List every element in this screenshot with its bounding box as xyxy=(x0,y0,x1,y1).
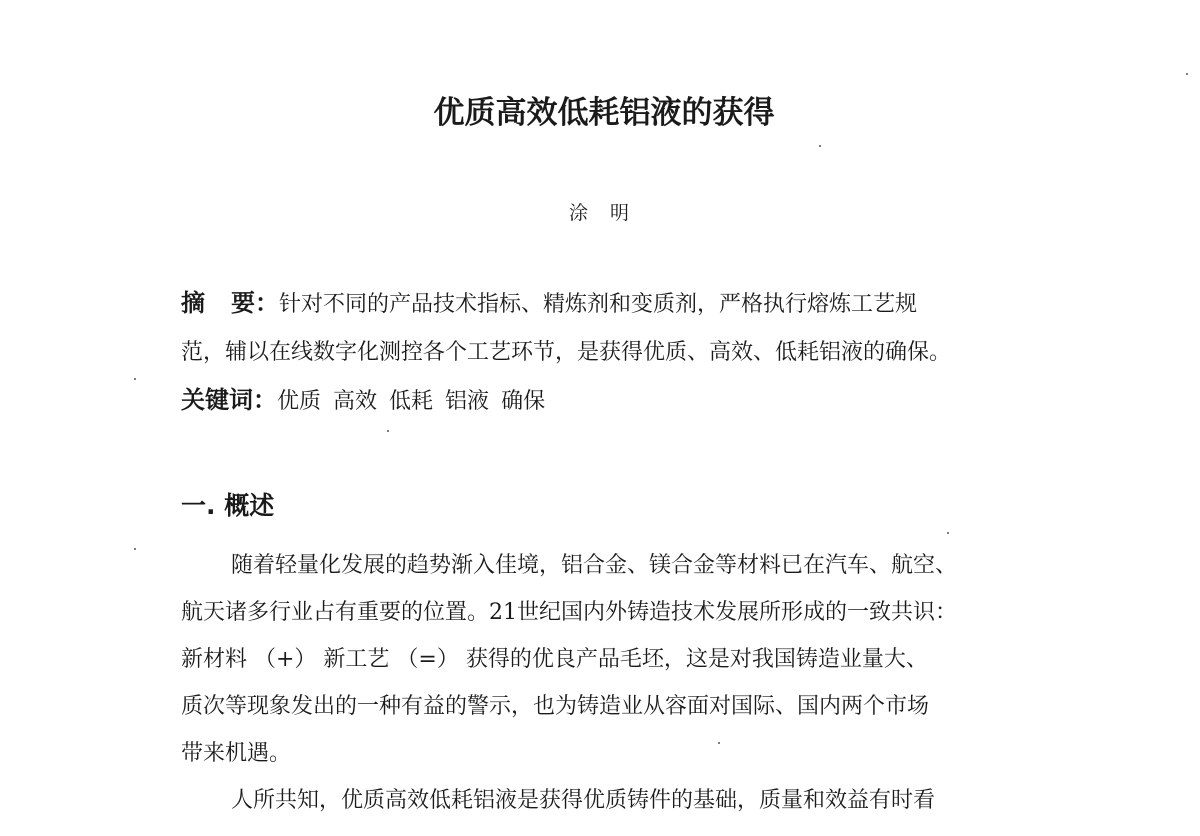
paragraph-line xyxy=(181,777,1021,824)
scan-speck xyxy=(947,532,949,534)
abstract-label xyxy=(181,289,279,317)
paragraph-line: 质次等现象发出的一种有益的警示，也为铸造业从容面对国际、国内两个市场 xyxy=(181,694,930,719)
keyword-item: 铝液 xyxy=(445,389,490,414)
keywords-label: 关键词： xyxy=(181,386,277,414)
keyword-item: 高效 xyxy=(333,389,378,414)
scan-speck xyxy=(718,742,720,744)
abstract-line-2: 范，辅以在线数字化测控各个工艺环节，是获得优质、高效、低耗铝液的确保。 xyxy=(181,340,952,365)
keyword-item: 确保 xyxy=(501,389,546,414)
abstract-label-part2: 要： xyxy=(231,289,279,317)
paragraph-text: 随着轻量化发展的趋势渐入佳境，铝合金、镁合金等材料已在汽车、航空、 xyxy=(231,553,958,578)
paragraph-line: 新材料 （+） 新工艺 （=） 获得的优良产品毛坯，这是对我国铸造业量大、 xyxy=(181,647,928,672)
keyword-item: 低耗 xyxy=(389,389,434,414)
keyword-item: 优质 xyxy=(277,389,322,414)
paragraph-line: 带来机遇。 xyxy=(181,741,292,766)
keywords-line xyxy=(181,383,1021,419)
paragraph-line: 航天诸多行业占有重要的位置。21世纪国内外铸造技术发展所形成的一致共识： xyxy=(181,600,957,625)
author-name: 涂明 xyxy=(568,202,651,224)
scan-speck xyxy=(1186,73,1188,75)
paragraph-line xyxy=(181,542,1021,589)
paragraph-text: 人所共知，优质高效低耗铝液是获得优质铸件的基础，质量和效益有时看 xyxy=(231,788,936,813)
section-heading: 一. 概述 xyxy=(181,491,275,520)
scan-speck xyxy=(134,378,136,380)
abstract-label-part1: 摘 xyxy=(181,289,205,317)
scan-speck xyxy=(819,145,821,147)
abstract-line-1 xyxy=(181,286,1021,322)
abstract-text-line1: 针对不同的产品技术指标、精炼剂和变质剂，严格执行熔炼工艺规 xyxy=(279,292,918,317)
page-title: 优质高效低耗铝液的获得 xyxy=(433,95,775,131)
scan-speck xyxy=(387,430,389,432)
scan-speck xyxy=(134,548,136,550)
